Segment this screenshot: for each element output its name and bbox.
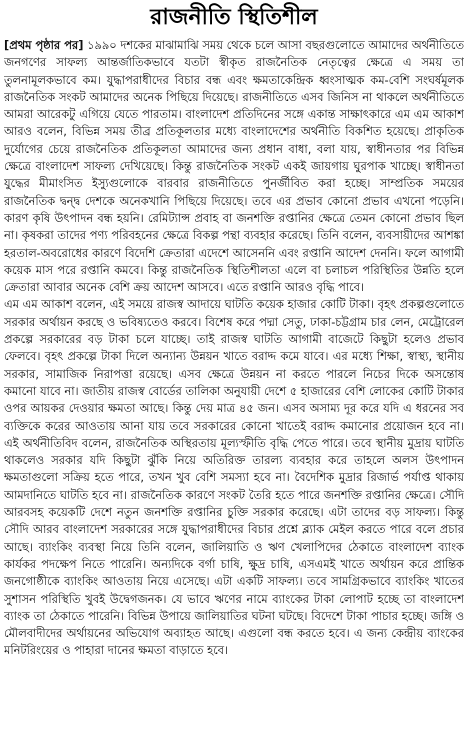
article-paragraph-1 [4, 37, 464, 296]
paragraph-1-text: ১৯৯০ দশকের মাঝামাঝি সময় থেকে চলে আসা বছরগুলোতে আমাদের অর্থনীতিতে জনগণের সাফল্য আন্তর্জাতিকভাবে যতটা স্বীকৃত রাজনৈতিক নেতৃত্বের ক্ষেত্রে এ সময় তা তুলনামূলকভাবে কম। যুদ্ধাপরাধীদের বিচার বন্ধ এবং ক্ষমতাকেন্দ্রিক ধ্বংসাত্মক কম-বেশি সংঘর্ষমূলক রাজনৈতিক সংকট আমাদের অনেক পিছিয়ে দিয়েছে। রাজনীতিতে এসব জিনিস না থাকলে অর্থনীতিতে আমরা আরেকটু এগিয়ে যেতে পারতাম। বাংলাদেশ প্রতিদিনের সঙ্গে একান্ত সাক্ষাৎকারে এম এম আকাশ আরও বলেন, বিভিন্ন সময় তীব্র প্রতিকূলতার মধ্যে বাংলাদেশের অর্থনীতি বিকশিত হয়েছে। প্রাকৃতিক দুর্যোগের চেয়ে রাজনৈতিক প্রতিকূলতা আমাদের জন্য প্রধান বাধা, বলা যায়, স্বাধীনতার পর বিভিন্ন ক্ষেত্রে বাংলাদেশ সাফল্য দেখিয়েছে। কিন্তু রাজনৈতিক সংকট একই জায়গায় ঘুরপাক খাচ্ছে। স্বাধীনতা যুদ্ধের মীমাংসিত ইস্যুগুলোকে বারবার রাজনীতিতে পুনর্জীবিত করা হচ্ছে। সাম্প্রতিক সময়ের রাজনৈতিক দ্বন্দ্ব দেশকে অনেকখানি পিছিয়ে দিয়েছে। তবে এর প্রভাব কোনো প্রভাব এখনো পড়েনি। কারণ কৃষি উৎপাদন বন্ধ হয়নি। রেমিট্যান্স প্রবাহ বা জনশক্তি রপ্তানির ক্ষেত্রে তেমন কোনো প্রভাব ছিল না। কৃষকরা তাদের পণ্য পরিবহনের ক্ষেত্রে বিকল্প পন্থা ব্যবহার করেছে। তিনি বলেন, ব্যবসায়ীদের আশঙ্কা হরতাল-অবরোধের কারণে বিদেশি ক্রেতারা এদেশে আসেননি এবং রপ্তানি আদেশ দেননি। ফলে আগামী কয়েক মাস পরে রপ্তানি কমবে। কিন্তু রাজনৈতিক স্থিতিশীলতা এলে বা চলাচল পরিস্থিতির উন্নতি হলে ক্রেতারা আবার অনেক বেশি ক্রয় আদেশ আসবে। এতে রপ্তানি আরও বৃদ্ধি পাবে। [4, 38, 464, 295]
article-body [4, 37, 464, 747]
article-headline: রাজনীতি স্থিতিশীল [150, 5, 318, 30]
continuation-tag: [প্রথম পৃষ্ঠার পর] [4, 38, 84, 52]
article-paragraph-2: এম এম আকাশ বলেন, এই সময়ে রাজস্ব আদায়ে ঘাটতি কয়েক হাজার কোটি টাকা। বৃহৎ প্রকল্পগুলোতে সরকার অর্থায়ন করছে ও ভবিষ্যতেও করবে। বিশেষ করে পদ্মা সেতু, ঢাকা-চট্টগ্রাম চার লেন, মেট্রোরেল প্রকল্পে সরকারের বড় টাকা চলে যাচ্ছে। তাই রাজস্ব ঘাটতি আগামী বাজেটে কিছুটা হলেও প্রভাব ফেলবে। বৃহৎ প্রকল্পে টাকা দিলে অন্যান্য উন্নয়ন খাতে বরাদ্দ কমে যাবে। এর মধ্যে শিক্ষা, স্বাস্থ্য, স্থানীয় সরকার, সামাজিক নিরাপত্তা রয়েছে। এসব ক্ষেত্রে উন্নয়ন না করতে পারলে নিচের দিকে অসন্তোষ কমানো যাবে না। জাতীয় রাজস্ব বোর্ডের তালিকা অনুযায়ী দেশে ৫ হাজারের বেশি লোকের কোটি টাকার ওপর আয়কর দেওয়ার ক্ষমতা আছে। কিন্তু দেয় মাত্র ৪৫ জন। এসব অসাম্য দূর করে যদি এ ধরনের সব ব্যক্তিকে করের আওতায় আনা যায় তবে সরকারের কোনো খাতেই বরাদ্দ কমানোর প্রয়োজন হবে না। এই অর্থনীতিবিদ বলেন, রাজনৈতিক অস্থিরতায় মূল্যস্ফীতি বৃদ্ধি পেতে পারে। তবে স্থানীয় মুদ্রায় ঘাটতি থাকলেও সরকার যদি কিছুটা ঝুঁকি নিয়ে অতিরিক্ত তারল্য ব্যবহার করে তাহলে অলস উৎপাদন ক্ষমতাগুলো সক্রিয় হতে পারে, তখন খুব বেশি সমস্যা হবে না। বৈদেশিক মুদ্রার রিজার্ভ পর্যাপ্ত থাকায় আমদানিতে ঘাটতি হবে না। রাজনৈতিক কারণে সংকট তৈরি হতে পারে জনশক্তি রপ্তানির ক্ষেত্রে। সৌদি আরবসহ কয়েকটি দেশে নতুন জনশক্তি রপ্তানির চুক্তি সরকার করেছে। এটা তাদের বড় সাফল্য। কিন্তু সৌদি আরব বাংলাদেশ সরকারের সঙ্গে যুদ্ধাপরাধীদের বিচার প্রশ্নে ব্ল্যাক মেইল করতে পারে বলে প্রচার আছে। ব্যাংকিং ব্যবস্থা নিয়ে তিনি বলেন, জালিয়াতি ও ঋণ খেলাপিদের ঠেকাতে বাংলাদেশ ব্যাংক কার্যকর পদক্ষেপ নিতে পারেনি। অন্যদিকে বর্গা চাষি, ক্ষুদ্র চাষি, এসএমই খাতে অর্থায়ন করে প্রান্তিক জনগোষ্ঠীকে ব্যাংকিং আওতায় নিয়ে এসেছে। এটা একটি সাফল্য। তবে সামগ্রিকভাবে ব্যাংকিং খাতের সুশাসন পরিস্থিতি খুবই উদ্বেগজনক। যে ভাবে ঋণের নামে ব্যাংকের টাকা লোপাট হচ্ছে তা বাংলাদেশ ব্যাংক তা ঠেকাতে পারেনি। বিভিন্ন উপায়ে জালিয়াতির ঘটনা ঘটছে। বিদেশে টাকা পাচার হচ্ছে। জঙ্গি ও মৌলবাদীদের অর্থায়নের অভিযোগ অব্যাহত আছে। এগুলো বন্ধ করতে হবে। এ জন্য কেন্দ্রীয় ব্যাংকের মনিটরিংয়ের ও পাহারা দানের ক্ষমতা বাড়াতে হবে। [4, 297, 464, 658]
